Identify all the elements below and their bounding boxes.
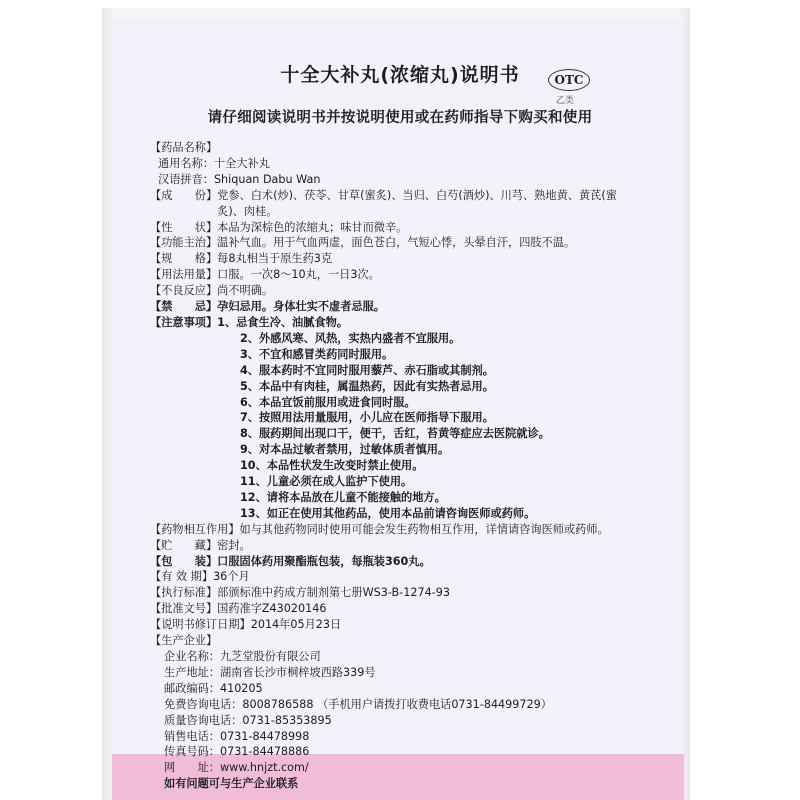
revision-label: 【说明书修订日期】 — [150, 618, 251, 632]
fax-row — [150, 744, 622, 760]
precaution-item: 6、本品宜饭前服用或进食同时服。 — [240, 395, 416, 409]
leaflet-content — [150, 140, 622, 792]
standard-label: 【执行标准】 — [150, 586, 218, 600]
precaution-item: 1、忌食生冷、油腻食物。 — [217, 315, 348, 329]
contraindications-row — [150, 299, 622, 315]
package-row — [150, 554, 622, 570]
usage-warning: 请仔细阅读说明书并按说明使用或在药师指导下购买和使用 — [207, 110, 593, 126]
hotline-label: 免费咨询电话： — [164, 697, 243, 711]
sales-value: 0731-84478998 — [219, 729, 310, 743]
precaution-item: 5、本品中有肉桂，属温热药，因此有实热者忌用。 — [240, 379, 494, 393]
interaction-value: 如与其他药物同时使用可能会发生药物相互作用，详情请咨询医师或药师。 — [239, 522, 609, 536]
pinyin-value: Shiquan Dabu Wan — [213, 172, 321, 186]
precaution-item: 9、对本品过敏者禁用，过敏体质者慎用。 — [240, 443, 450, 457]
precaution-item: 7、按照用法用量服用，小儿应在医师指导下服用。 — [240, 411, 494, 425]
precaution-item: 2、外感风寒、风热，实热内盛者不宜服用。 — [240, 331, 461, 345]
adverse-label: 【不良反应】 — [150, 284, 218, 298]
ingredients-value: 党参、白术(炒)、茯苓、甘草(蜜炙)、当归、白芍(酒炒)、川芎、熟地黄、黄芪(蜜炙)、肉桂。 — [217, 188, 617, 218]
contraindications-label: 【禁 忌】 — [150, 300, 218, 314]
dosage-value: 口服。一次8～10丸，一日3次。 — [217, 268, 380, 282]
generic-name-value: 十全大补丸 — [213, 156, 270, 170]
drug-name-label: 【药品名称】 — [150, 141, 218, 154]
precaution-item: 12、请将本品放在儿童不能接触的地方。 — [240, 490, 446, 504]
properties-value: 本品为深棕色的浓缩丸；味甘而微辛。 — [217, 220, 408, 234]
otc-class-label: 乙类 — [556, 96, 575, 106]
properties-row — [150, 220, 622, 236]
otc-badge: OTC — [548, 69, 590, 91]
package-label: 【包 装】 — [150, 554, 218, 568]
spec-label: 【规 格】 — [150, 252, 218, 266]
footer-note: 如有问题可与生产企业联系 — [164, 777, 299, 791]
company-value: 九芝堂股份有限公司 — [219, 650, 321, 663]
sales-label: 销售电话： — [164, 729, 220, 743]
generic-name-row — [150, 156, 622, 172]
manufacturer-heading — [150, 633, 622, 649]
spec-value: 每8丸相当于原生药3克 — [217, 252, 333, 266]
interaction-label: 【药物相互作用】 — [150, 522, 240, 536]
company-row — [150, 649, 622, 665]
indications-label: 【功能主治】 — [150, 236, 218, 250]
pinyin-row — [150, 172, 622, 188]
postcode-value: 410205 — [219, 681, 263, 695]
revision-row — [150, 617, 622, 633]
indications-value: 温补气血。用于气血两虚，面色苍白，气短心悸，头晕自汗，四肢不温。 — [217, 236, 576, 250]
storage-label: 【贮 藏】 — [150, 538, 218, 552]
company-label: 企业名称： — [164, 650, 220, 663]
revision-value: 2014年05月23日 — [250, 618, 342, 632]
ingredients-label: 【成 份】 — [150, 188, 218, 202]
fax-value: 0731-84478886 — [219, 745, 310, 759]
quality-value: 0731-85353895 — [242, 713, 332, 727]
indications-row — [150, 235, 622, 251]
precaution-item: 3、不宜和感冒类药同时服用。 — [240, 347, 394, 361]
interaction-row — [150, 522, 622, 538]
pinyin-label: 汉语拼音： — [158, 172, 214, 186]
storage-value: 密封。 — [217, 538, 251, 552]
standard-value: 部颁标准中药成方制剂第七册WS3-B-1274-93 — [217, 586, 450, 600]
precaution-item: 4、服本药时不宜同时服用藜芦、赤石脂或其制剂。 — [240, 363, 494, 377]
ingredients-row — [150, 188, 622, 220]
hotline-row — [150, 697, 622, 713]
precaution-item: 13、如正在使用其他药品，使用本品前请咨询医师或药师。 — [240, 506, 536, 520]
page-title: 十全大补丸(浓缩丸)说明书 — [280, 64, 520, 86]
hotline-value: 8008786588 （手机用户请拨打收费电话0731-84499729） — [242, 697, 552, 711]
validity-label: 【有 效 期】 — [150, 570, 214, 584]
dosage-row — [150, 267, 622, 283]
dosage-label: 【用法用量】 — [150, 268, 218, 282]
postcode-label: 邮政编码： — [164, 681, 220, 695]
manufacturer-label: 【生产企业】 — [150, 634, 218, 648]
properties-label: 【性 状】 — [150, 220, 218, 234]
standard-row — [150, 585, 622, 601]
website-row — [150, 760, 622, 776]
approval-label: 【批准文号】 — [150, 602, 218, 616]
precaution-item: 8、服药期间出现口干，便干，舌红，苔黄等症应去医院就诊。 — [240, 427, 550, 441]
website-link[interactable]: www.hnjzt.com/ — [219, 761, 309, 775]
precautions-label: 【注意事项】 — [150, 315, 218, 329]
fax-label: 传真号码： — [164, 745, 220, 759]
adverse-value: 尚不明确。 — [217, 284, 274, 298]
generic-name-label: 通用名称： — [158, 156, 214, 170]
precaution-item: 11、儿童必须在成人监护下使用。 — [240, 475, 413, 489]
adverse-row — [150, 283, 622, 299]
quality-row — [150, 713, 622, 729]
validity-row — [150, 569, 622, 585]
storage-row — [150, 538, 622, 554]
address-value: 湖南省长沙市桐梓坡西路339号 — [219, 665, 376, 679]
package-value: 口服固体药用聚酯瓶包装，每瓶装360丸。 — [217, 554, 431, 568]
drug-name-heading — [150, 140, 622, 156]
address-row — [150, 665, 622, 681]
contraindications-value: 孕妇忌用。身体壮实不虚者忌服。 — [217, 300, 385, 314]
approval-value: 国药准字Z43020146 — [217, 602, 327, 616]
sales-row — [150, 729, 622, 745]
quality-label: 质量咨询电话： — [164, 713, 243, 727]
validity-value: 36个月 — [213, 570, 250, 584]
website-label: 网 址： — [164, 761, 220, 775]
address-label: 生产地址： — [164, 665, 220, 679]
approval-row — [150, 601, 622, 617]
precautions-row — [150, 315, 622, 331]
postcode-row — [150, 681, 622, 697]
precaution-item: 10、本品性状发生改变时禁止使用。 — [240, 459, 424, 473]
spec-row — [150, 251, 622, 267]
